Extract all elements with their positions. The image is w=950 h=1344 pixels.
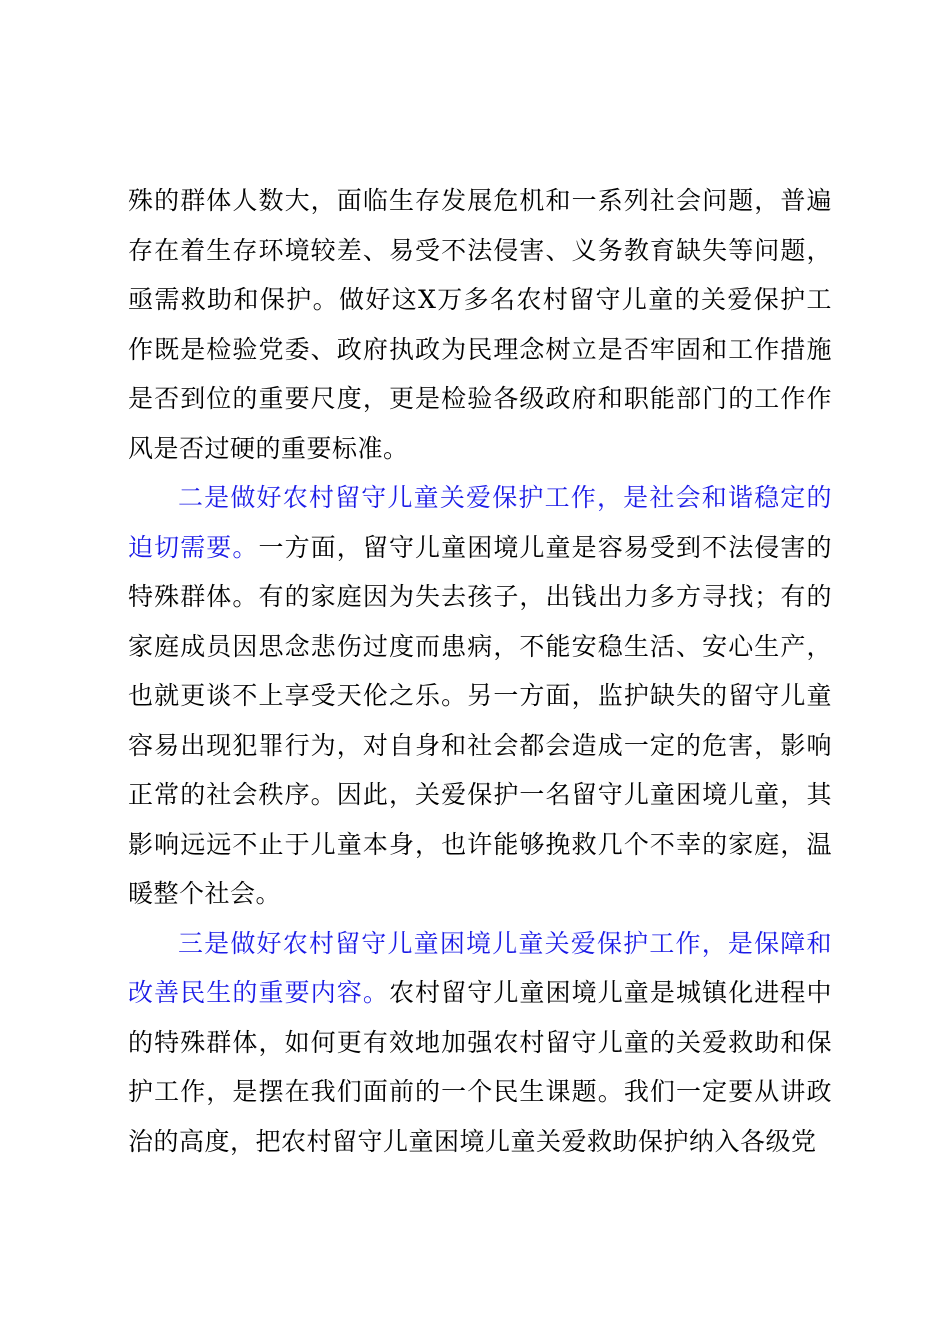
paragraph-point-two <box>128 473 832 919</box>
paragraph-lead-heading: 二是做好农村留守儿童关爱保护工作，是社会和谐稳定的迫切需要。 <box>128 483 832 562</box>
paragraph-point-three <box>128 919 832 1167</box>
document-body <box>128 176 832 1166</box>
paragraph-text: 农村留守儿童困境儿童是城镇化进程中的特殊群体，如何更有效地加强农村留守儿童的关爱救助和保护工作，是摆在我们面前的一个民生课题。我们一定要从讲政治的高度，把农村留守儿童困境儿童关爱救助保护纳入各级党 <box>128 978 832 1156</box>
paragraph-text: 一方面，留守儿童困境儿童是容易受到不法侵害的特殊群体。有的家庭因为失去孩子，出钱出力多方寻找；有的家庭成员因思念悲伤过度而患病，不能安稳生活、安心生产，也就更谈不上享受天伦之乐。另一方面，监护缺失的留守儿童容易出现犯罪行为，对自身和社会都会造成一定的危害，影响正常的社会秩序。因此，关爱保护一名留守儿童困境儿童，其影响远远不止于儿童本身，也许能够挽救几个不幸的家庭，温暖整个社会。 <box>128 532 832 908</box>
paragraph-continuation <box>128 176 832 473</box>
paragraph-lead-heading: 三是做好农村留守儿童困境儿童关爱保护工作，是保障和改善民生的重要内容。 <box>128 928 832 1007</box>
paragraph-text: 殊的群体人数大，面临生存发展危机和一系列社会问题，普遍存在着生存环境较差、易受不法侵害、义务教育缺失等问题，亟需救助和保护。做好这X万多名农村留守儿童的关爱保护工作既是检验党委、政府执政为民理念树立是否牢固和工作措施是否到位的重要尺度，更是检验各级政府和职能部门的工作作风是否过硬的重要标准。 <box>128 186 832 463</box>
